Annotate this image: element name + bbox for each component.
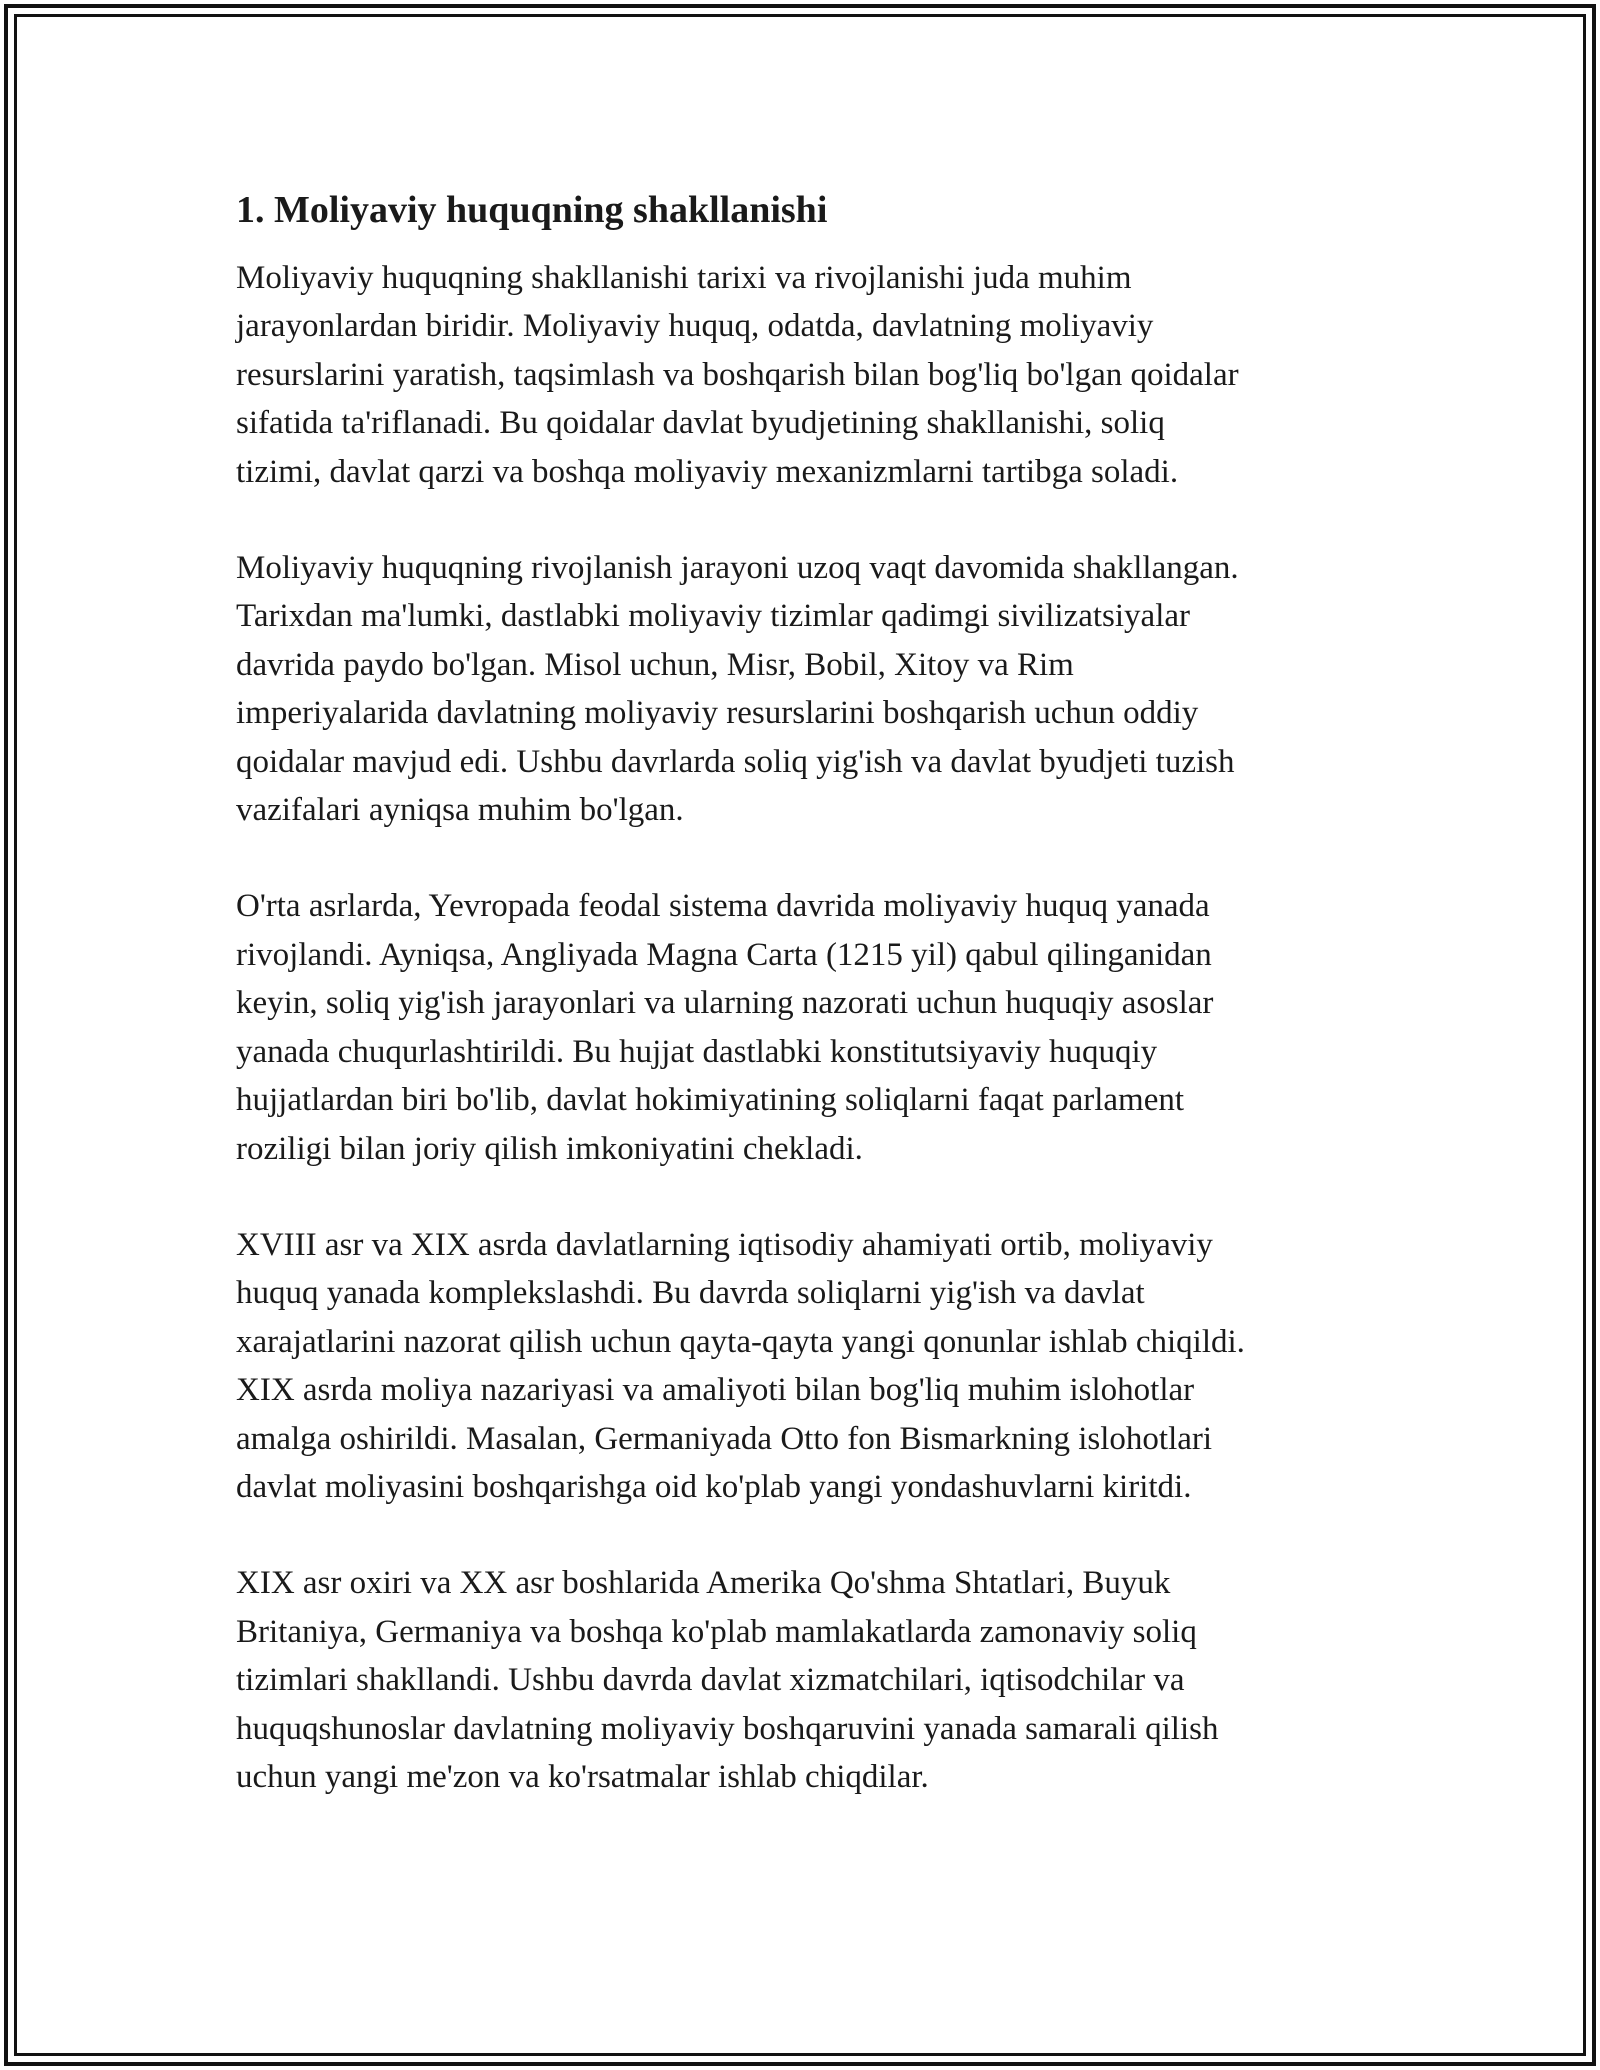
text-line: huquq yanada komplekslashdi. Bu davrda soliqlarni yig'ish va davlat	[236, 1275, 1145, 1312]
text-line: huquqshunoslar davlatning moliyaviy boshqaruvini yanada samarali qilish	[236, 1710, 1219, 1747]
text-line: jarayonlardan biridir. Moliyaviy huquq, odatda, davlatning moliyaviy	[236, 308, 1154, 345]
text-line: Tarixdan ma'lumki, dastlabki moliyaviy tizimlar qadimgi sivilizatsiyalar	[236, 598, 1191, 635]
text-line: Moliyaviy huquqning shakllanishi tarixi va rivojlanishi juda muhim	[236, 260, 1132, 296]
text-line: hujjatlardan biri bo'lib, davlat hokimiyatining soliqlarni faqat parlament	[236, 1082, 1185, 1119]
text-line: XIX asr oxiri va XX asr boshlarida Amerika Qo'shma Shtatlari, Buyuk	[236, 1565, 1171, 1602]
text-line: roziligi bilan joriy qilish imkoniyatini chekladi.	[236, 1130, 863, 1167]
text-line: XIX asrda moliya nazariyasi va amaliyoti bilan bog'liq muhim islohotlar	[236, 1372, 1195, 1409]
text-line: keyin, soliq yig'ish jarayonlari va ularning nazorati uchun huquqiy asoslar	[236, 985, 1214, 1022]
paragraph-1	[236, 254, 1376, 496]
text-line: davlat moliyasini boshqarishga oid ko'plab yangi yondashuvlarni kiritdi.	[236, 1468, 1192, 1505]
paragraph-3	[236, 882, 1376, 1172]
text-line: amalga oshirildi. Masalan, Germaniyada Otto fon Bismarkning islohotlari	[236, 1420, 1213, 1457]
text-line: resurslarini yaratish, taqsimlash va boshqarish bilan bog'liq bo'lgan qoidalar	[236, 356, 1239, 393]
text-line: vazifalari ayniqsa muhim bo'lgan.	[236, 792, 684, 829]
text-line: imperiyalarida davlatning moliyaviy resurslarini boshqarish uchun oddiy	[236, 695, 1199, 732]
document-body	[236, 186, 1376, 1801]
text-line: qoidalar mavjud edi. Ushbu davrlarda soliq yig'ish va davlat byudjeti tuzish	[236, 743, 1235, 780]
text-line: uchun yangi me'zon va ko'rsatmalar ishlab chiqdilar.	[236, 1758, 929, 1795]
paragraph-4	[236, 1221, 1376, 1511]
text-line: tizimi, davlat qarzi va boshqa moliyaviy mexanizmlarni tartibga soladi.	[236, 453, 1179, 490]
text-line: xarajatlarini nazorat qilish uchun qayta-qayta yangi qonunlar ishlab chiqildi.	[236, 1323, 1245, 1360]
text-line: sifatida ta'riflanadi. Bu qoidalar davlat byudjetining shakllanishi, soliq	[236, 405, 1165, 442]
text-line: O'rta asrlarda, Yevropada feodal sistema davrida moliyaviy huquq yanada	[236, 888, 1210, 925]
section-heading: 1. Moliyaviy huquqning shakllanishi	[236, 189, 828, 231]
text-line: Britaniya, Germaniya va boshqa ko'plab mamlakatlarda zamonaviy soliq	[236, 1613, 1197, 1650]
paragraph-2	[236, 544, 1376, 834]
text-line: Moliyaviy huquqning rivojlanish jarayoni uzoq vaqt davomida shakllangan.	[236, 550, 1239, 587]
text-line: tizimlari shakllandi. Ushbu davrda davlat xizmatchilari, iqtisodchilar va	[236, 1662, 1185, 1699]
text-line: XVIII asr va XIX asrda davlatlarning iqtisodiy ahamiyati ortib, moliyaviy	[236, 1226, 1213, 1263]
text-line: yanada chuqurlashtirildi. Bu hujjat dastlabki konstitutsiyaviy huquqiy	[236, 1033, 1158, 1070]
paragraph-5	[236, 1559, 1376, 1801]
text-line: davrida paydo bo'lgan. Misol uchun, Misr, Bobil, Xitoy va Rim	[236, 646, 1074, 683]
text-line: rivojlandi. Ayniqsa, Angliyada Magna Carta (1215 yil) qabul qilinganidan	[236, 936, 1212, 973]
